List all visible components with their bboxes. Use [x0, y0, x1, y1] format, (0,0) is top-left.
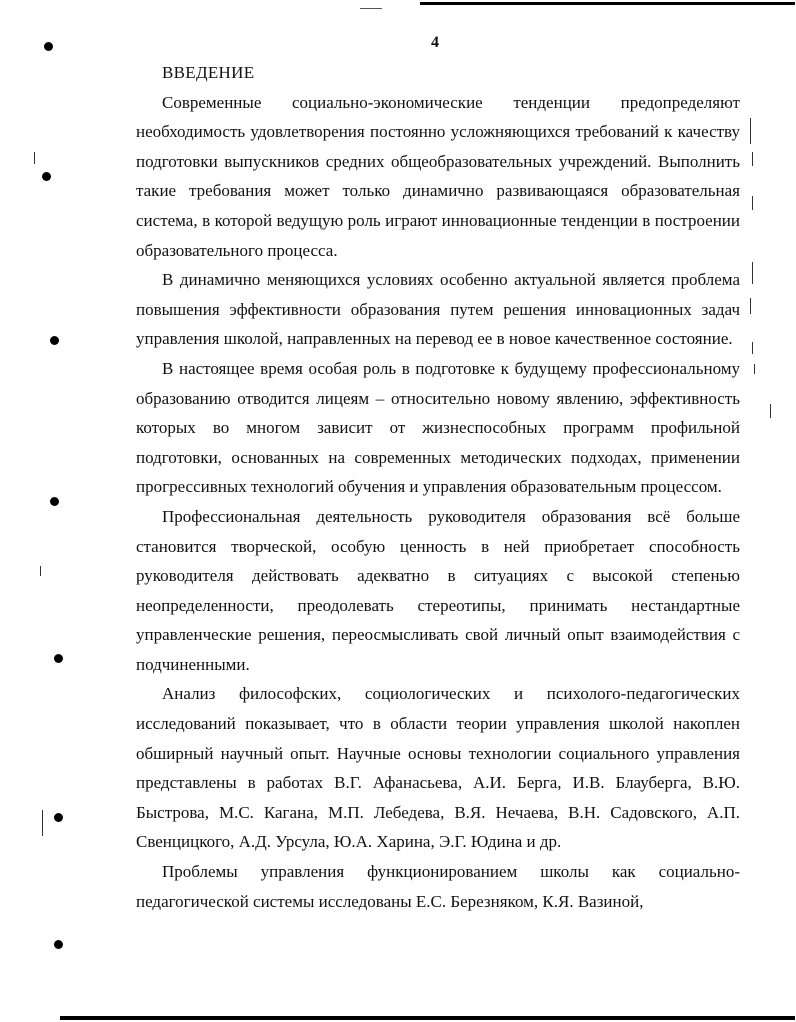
binding-hole-7: [54, 940, 63, 949]
paragraph: Современные социально-экономические тенденции предопределяют необходимость удовлетворения постоянно усложняющихся требований к качеству подготовки выпускников средних общеобразовательных учреждений. Выполнить такие требования может только динамично развивающаяся образовательная система, в которой ведущую роль играют инновационные тенденции в построении образовательного процесса.: [136, 92, 740, 260]
right-margin-mark-7: [754, 364, 755, 374]
left-margin-mark-1: [34, 152, 35, 164]
paragraph: Профессиональная деятельность руководителя образования всё больше становится творческой, особую ценность в ней приобретает способность руководителя действовать адекватно в ситуациях с высокой степенью неопределенности, преодолевать стереотипы, принимать нестандартные управленческие решения, переосмысливать свой личный опыт взаимодействия с подчиненными.: [136, 506, 740, 674]
right-margin-mark-8: [770, 404, 771, 418]
binding-hole-3: [50, 336, 59, 345]
right-margin-mark-2: [752, 152, 753, 166]
binding-hole-6: [54, 813, 63, 822]
bottom-scan-line: [60, 1016, 795, 1020]
section-heading: ВВЕДЕНИЕ: [162, 63, 255, 82]
left-margin-mark-2: [40, 566, 41, 576]
paragraph: В настоящее время особая роль в подготовке к будущему профессиональному образованию отводится лицеям – относительно новому явлению, эффективность которых во многом зависит от жизнеспособных программ профильной подготовки, основанных на современных методических подходах, применении прогрессивных технологий обучения и управления образовательным процессом.: [136, 358, 740, 497]
binding-hole-4: [50, 497, 59, 506]
right-margin-mark-3: [752, 196, 753, 210]
paragraph: В динамично меняющихся условиях особенно актуальной является проблема повышения эффективности образования путем решения инновационных задач управления школой, направленных на перевод ее в новое качественное состояние.: [136, 270, 740, 349]
page-number: 4: [431, 34, 439, 51]
top-scan-line: [420, 2, 795, 5]
binding-hole-5: [54, 654, 63, 663]
right-margin-mark-1: [750, 118, 751, 144]
right-margin-mark-6: [752, 342, 753, 354]
paragraph: Анализ философских, социологических и психолого-педагогических исследований показывает, что в области теории управления школой накоплен обширный научный опыт. Научные основы технологии социального управления представлены в работах В.Г. Афанасьева, А.И. Берга, И.В. Блауберга, В.Ю. Быстрова, М.С. Кагана, М.П. Лебедева, В.Я. Нечаева, В.Н. Садовского, А.П. Свенцицкого, А.Д. Урсула, Ю.А. Харина, Э.Г. Юдина и др.: [136, 684, 740, 852]
document-body: [136, 58, 740, 916]
right-margin-mark-5: [750, 298, 751, 314]
top-scan-line-short: [360, 8, 382, 9]
paragraph: Проблемы управления функционированием школы как социально-педагогической системы исследованы Е.С. Березняком, К.Я. Вазиной,: [136, 862, 740, 911]
left-margin-mark-3: [42, 810, 43, 836]
right-margin-mark-4: [752, 262, 753, 284]
binding-hole-2: [42, 172, 51, 181]
